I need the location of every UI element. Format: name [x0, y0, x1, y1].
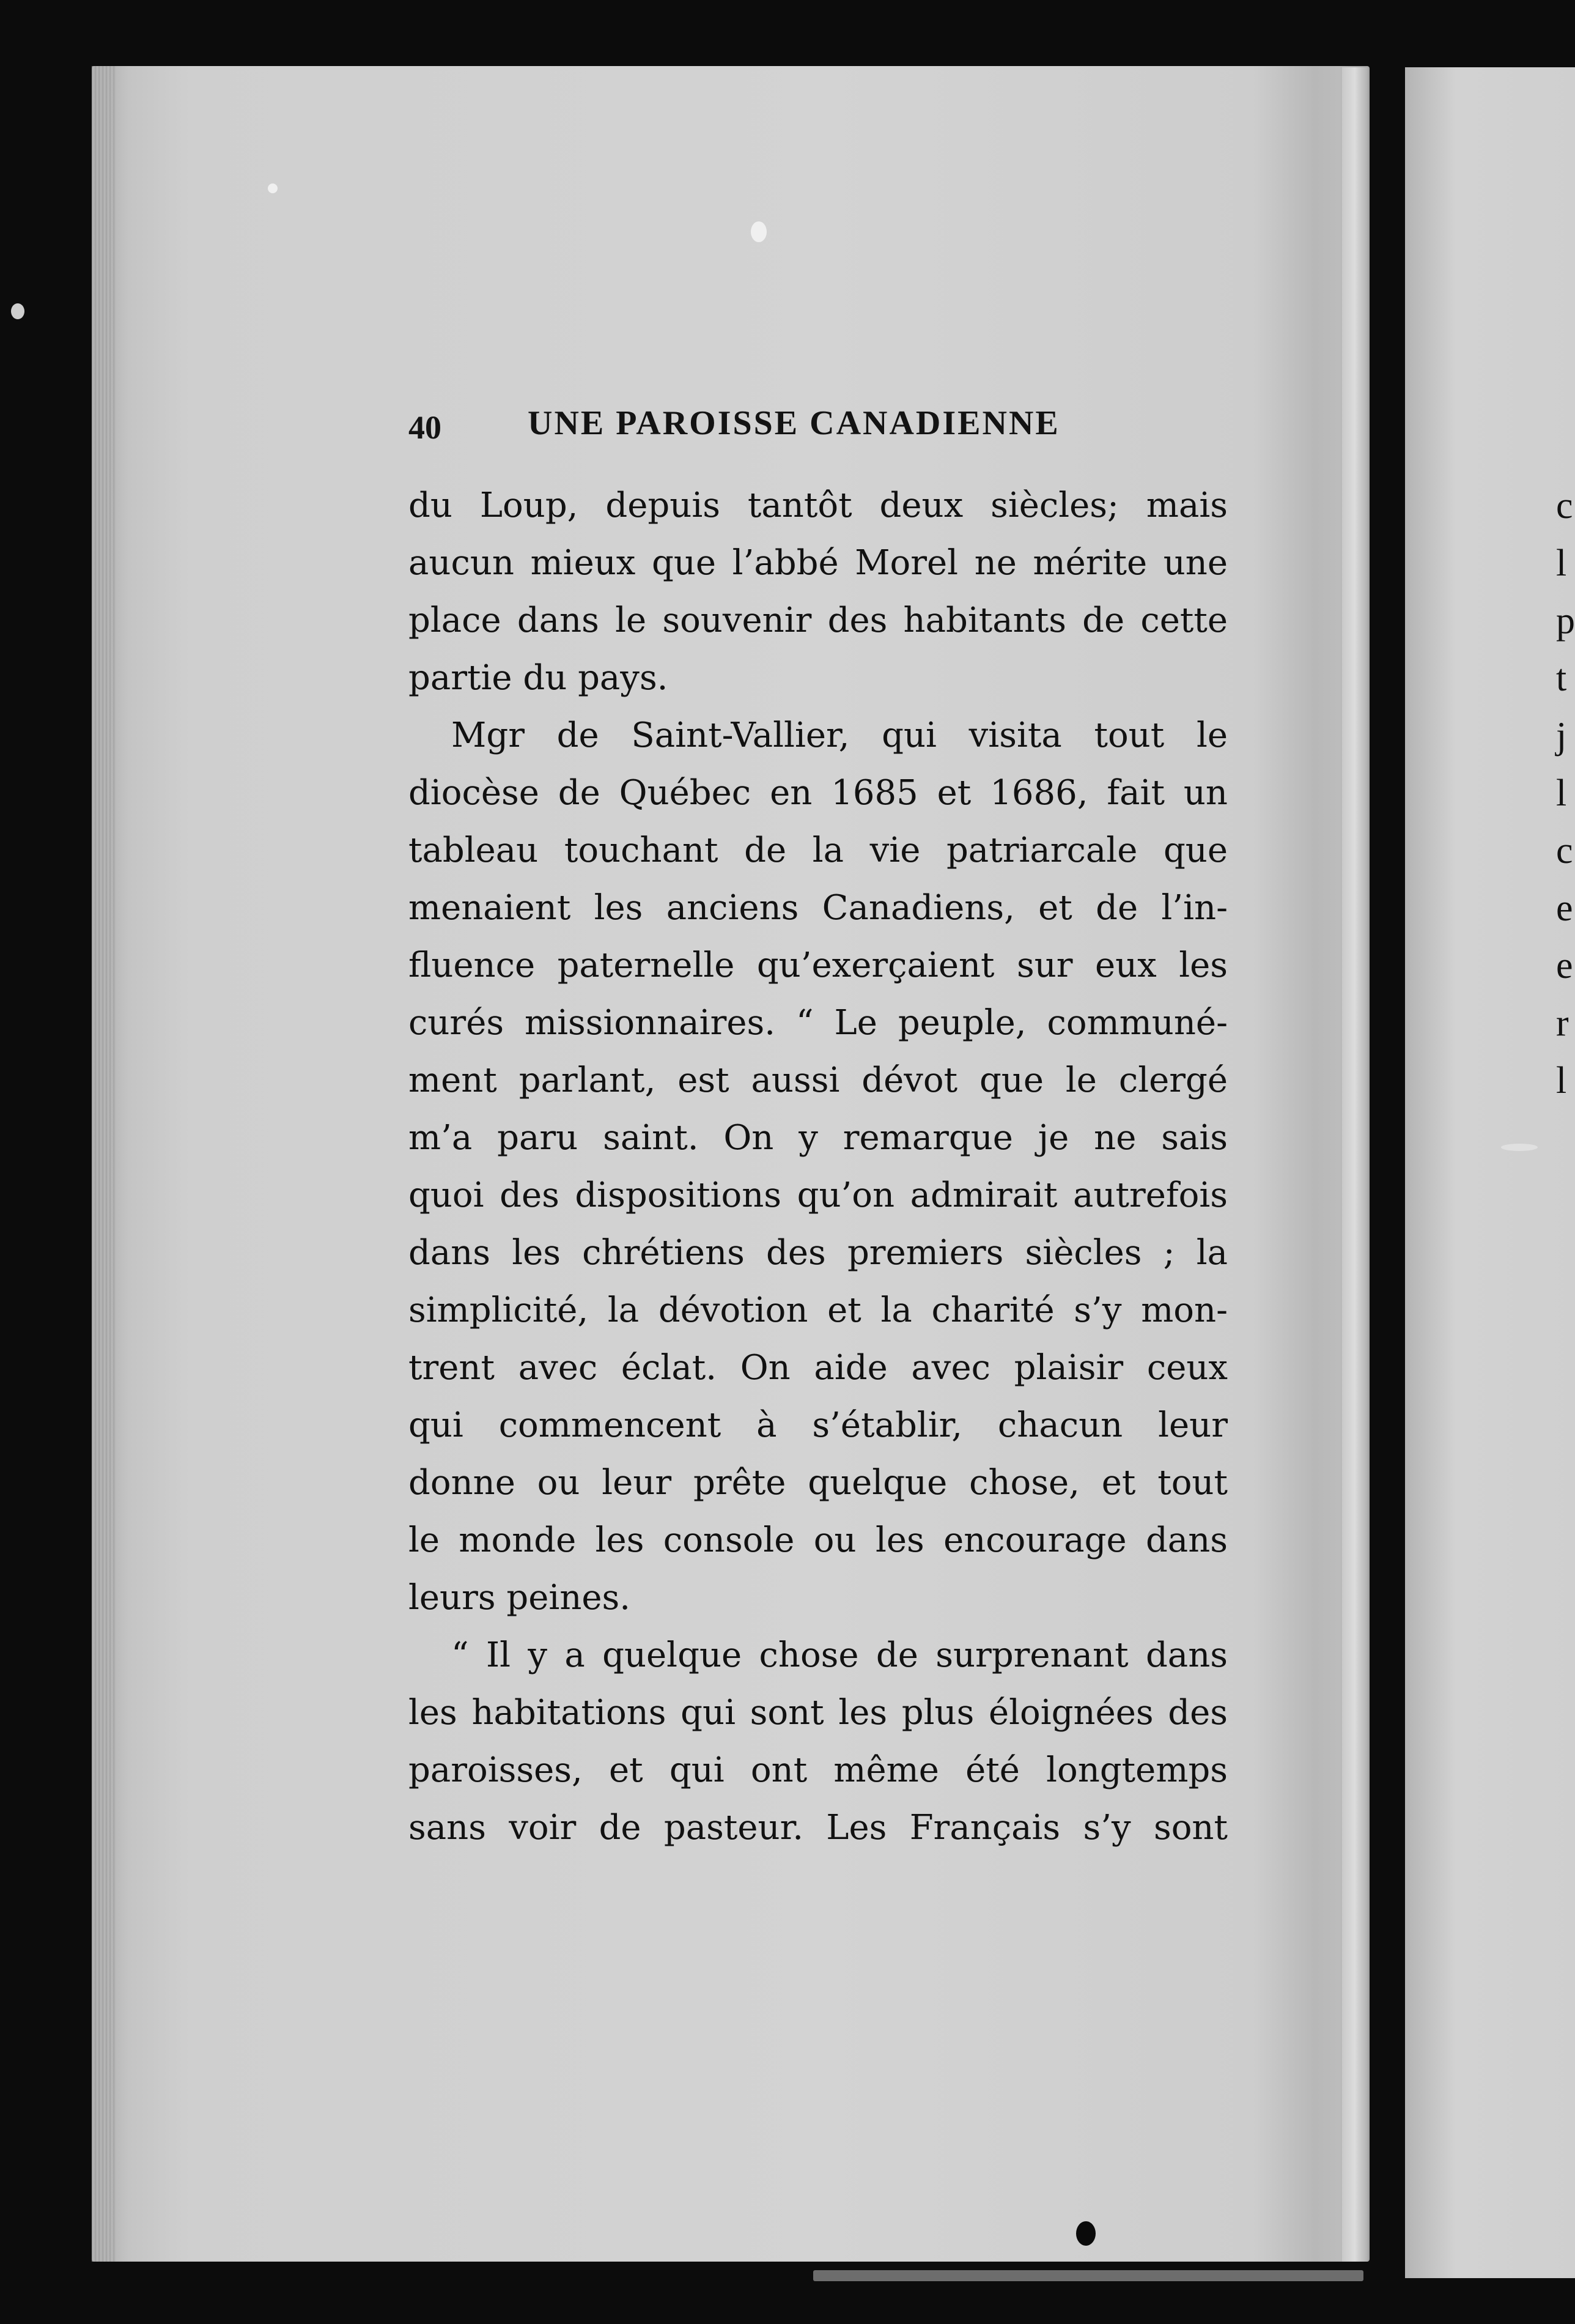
text-line: dans les chrétiens des premiers siècles ; la [408, 1233, 1228, 1273]
adjacent-page-letter: l [1556, 1060, 1567, 1101]
text-line: fluence paternelle qu’exerçaient sur eux les [408, 946, 1228, 985]
page-stack-edge-left [92, 66, 116, 2262]
text-line: paroisses, et qui ont même été longtemps [408, 1750, 1228, 1790]
text-line: m’a paru saint. On y remarque je ne sais [408, 1118, 1228, 1158]
text-line: leurs peines. [408, 1578, 631, 1618]
text-line: qui commencent à s’établir, chacun leur [408, 1405, 1228, 1445]
adjacent-page-letter: e [1556, 945, 1573, 986]
adjacent-page-letter: t [1556, 657, 1567, 699]
adjacent-page-letter: l [1556, 542, 1567, 584]
text-line: Mgr de Saint-Vallier, qui visita tout le [451, 716, 1228, 755]
paragraph-3 [408, 1627, 1228, 1857]
text-line: le monde les console ou les encourage dans [408, 1520, 1228, 1560]
scan-speck [11, 303, 24, 319]
adjacent-page-letter: c [1556, 830, 1573, 871]
page-bottom-edge [813, 2270, 1363, 2281]
page-fold-right [1342, 67, 1368, 2262]
text-line: trent avec éclat. On aide avec plaisir ceux [408, 1348, 1228, 1388]
page-number: 40 [408, 409, 441, 446]
text-line: tableau touchant de la vie patriarcale que [408, 831, 1228, 870]
text-line: donne ou leur prête quelque chose, et tout [408, 1463, 1228, 1503]
text-line: menaient les anciens Canadiens, et de l’in- [408, 888, 1228, 928]
text-line: partie du pays. [408, 658, 668, 698]
text-line: “ Il y a quelque chose de surprenant dans [451, 1635, 1228, 1675]
text-line: simplicité, la dévotion et la charité s’y mon- [408, 1290, 1228, 1330]
adjacent-page [1405, 67, 1575, 2278]
body-text [408, 477, 1228, 1857]
text-line: curés missionnaires. “ Le peuple, communé- [408, 1003, 1228, 1043]
paragraph-2 [408, 707, 1228, 1627]
scan-speck [268, 183, 278, 193]
adjacent-page-letter: r [1556, 1002, 1569, 1044]
adjacent-page-letter: p [1556, 600, 1575, 642]
text-line: quoi des dispositions qu’on admirait autrefois [408, 1175, 1228, 1215]
running-title: UNE PAROISSE CANADIENNE [528, 404, 1060, 442]
scan-speck [1501, 1144, 1538, 1151]
text-line: du Loup, depuis tantôt deux siècles; mais [408, 486, 1228, 525]
text-line: sans voir de pasteur. Les Français s’y sont [408, 1808, 1228, 1848]
text-line: les habitations qui sont les plus éloignées des [408, 1693, 1228, 1733]
paragraph-1 [408, 477, 1228, 707]
scan-speck [751, 221, 767, 242]
text-line: aucun mieux que l’abbé Morel ne mérite une [408, 543, 1228, 583]
adjacent-page-text [1556, 477, 1575, 1109]
text-line: place dans le souvenir des habitants de cette [408, 601, 1228, 640]
adjacent-page-letter: j [1556, 715, 1567, 757]
scan-speck [1076, 2221, 1096, 2246]
adjacent-page-letter: l [1556, 772, 1567, 814]
text-line: diocèse de Québec en 1685 et 1686, fait un [408, 773, 1228, 813]
adjacent-page-letter: c [1556, 485, 1573, 527]
adjacent-page-letter: e [1556, 887, 1573, 929]
running-head [408, 402, 1240, 464]
text-line: ment parlant, est aussi dévot que le clergé [408, 1060, 1228, 1100]
